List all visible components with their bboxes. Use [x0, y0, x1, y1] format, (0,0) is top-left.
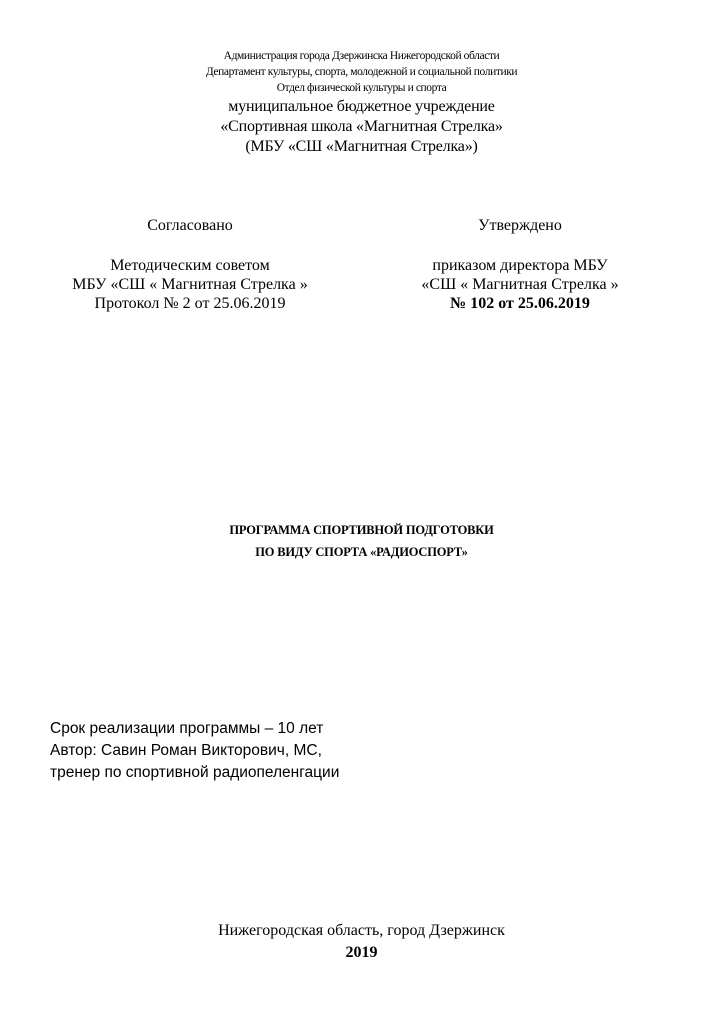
program-title-line1: ПРОГРАММА СПОРТИВНОЙ ПОДГОТОВКИ [229, 523, 494, 537]
program-author: Автор: Савин Роман Викторович, МС, [50, 742, 322, 759]
footer-year: 2019 [345, 944, 378, 961]
footer-place: Нижегородская область, город Дзержинск [218, 922, 505, 939]
approval-confirmed-block [370, 216, 670, 313]
institution-name: «Спортивная школа «Магнитная Стрелка» [220, 118, 503, 135]
header-administration: Администрация города Дзержинска Нижегородской области [223, 50, 500, 62]
header-department: Департамент культуры, спорта, молодежной и социальной политики [205, 66, 518, 78]
approval-agreed-block [40, 216, 340, 313]
header-sports-division: Отдел физической культуры и спорта [276, 82, 447, 94]
approval-confirmed-heading: Утверждено [478, 217, 562, 234]
approval-confirmed-organization: «СШ « Магнитная Стрелка » [421, 276, 619, 293]
program-title-line2: ПО ВИДУ СПОРТА «РАДИОСПОРТ» [255, 545, 468, 559]
approval-agreed-heading: Согласовано [147, 217, 233, 234]
approval-agreed-council: Методическим советом [110, 257, 270, 274]
institution-type: муниципальное бюджетное учреждение [228, 98, 495, 115]
approval-agreed-protocol: Протокол № 2 от 25.06.2019 [94, 295, 286, 312]
program-author-role: тренер по спортивной радиопеленгации [50, 764, 340, 781]
institution-short-name: (МБУ «СШ «Магнитная Стрелка») [245, 138, 478, 155]
approval-confirmed-order-number: № 102 от 25.06.2019 [450, 295, 590, 312]
approval-confirmed-order: приказом директора МБУ [432, 257, 608, 274]
program-duration: Срок реализации программы – 10 лет [50, 720, 324, 737]
approval-agreed-organization: МБУ «СШ « Магнитная Стрелка » [72, 276, 308, 293]
